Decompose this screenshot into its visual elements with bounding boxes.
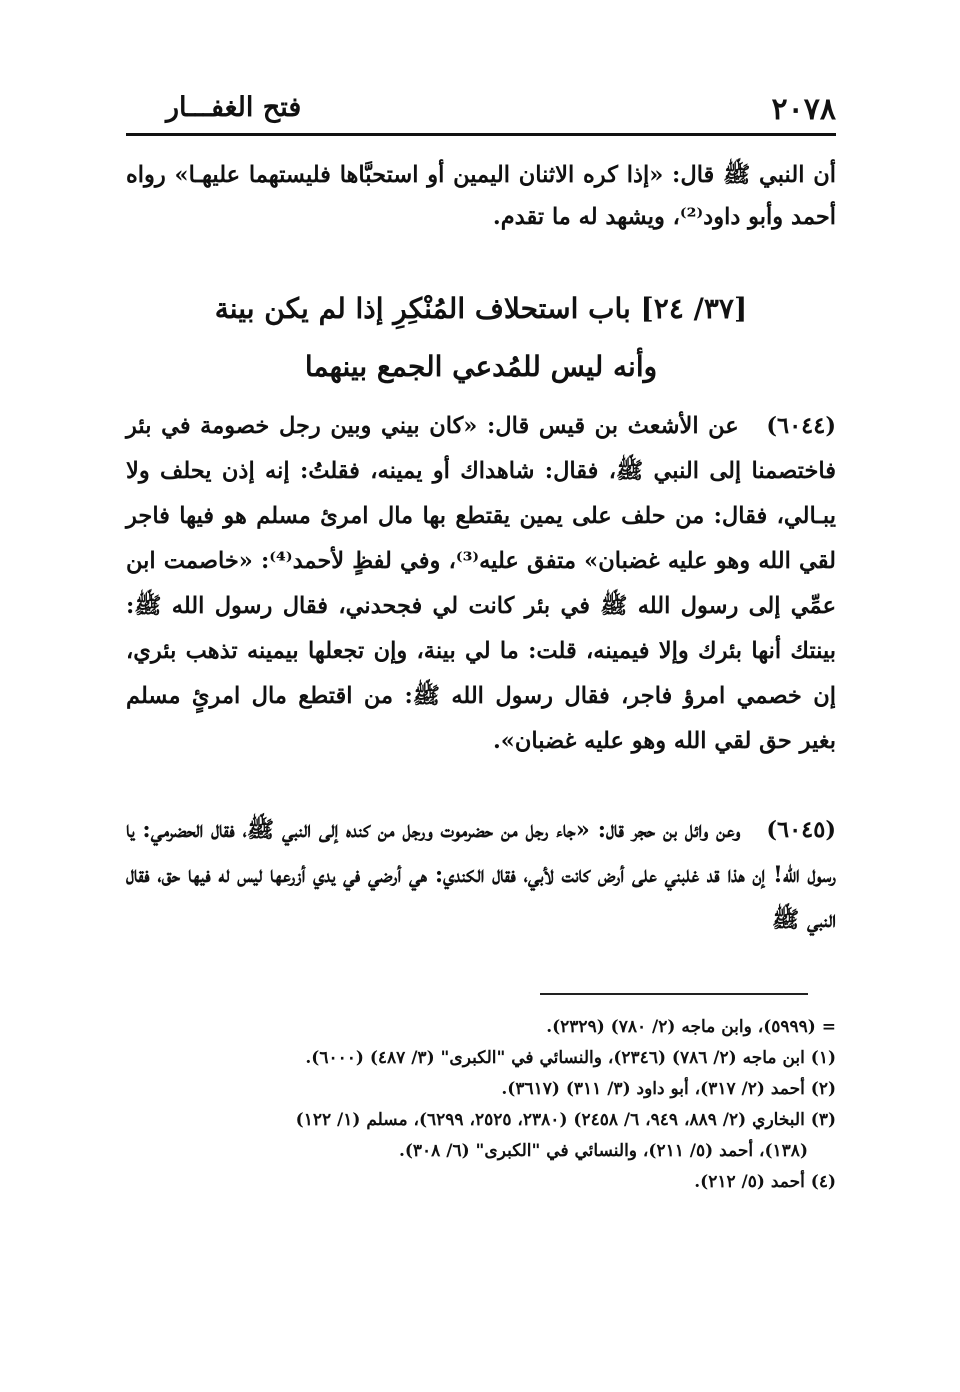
hadith-6045 [126,808,836,943]
footnote-3-continued: (١٣٨)، أحمد (٥/ ٢١١)، والنسائي في "الكبرى" (٦/ ٣٠٨). [398,1141,808,1161]
chapter-heading-line-1: [٣٧/ ٢٤] باب استحلاف المُنْكِرِ إذا لم يكن بينة [214,292,748,325]
footnote-2: (٢) أحمد (٢/ ٣١٧)، أبو داود (٣/ ٣١١) (٣٦١٧). [501,1079,836,1099]
footnote-4: (٤) أحمد (٥/ ٢١٢). [694,1172,836,1192]
intro-paragraph: أن النبي ﷺ قال: «إذا كره الاثنان اليمين أو استحبَّاها فليستهما عليهـا» رواه أحمد وأبو داود⁽²⁾، ويشهد له ما تقدم. [126,162,836,230]
hadith-text: عن الأشعث بن قيس قال: «كان بيني وبين رجل خصومة في بئر فاختصمنا إلى النبي ﷺ، فقال: شاهداك أو يمينه، فقلتُ: إنه إذن يحلف ولا يبـالي، فقال: من حلف على يمين يقتطع بها مال امرئ مسلم هو فيها فاجر لقي الله وهو عليه غضبان» متفق عليه⁽³⁾، وفي لفظٍ لأحمد⁽⁴⁾: «خاصمت ابن عمِّي إلى رسول الله ﷺ في بئر كانت لي فجحدني، فقال رسول الله ﷺ: بينتك أنها بئرك وإلا فيمينه، قلت: ما لي بينة، وإن تجعلها بيمينه تذهب بئري، إن خصمي امرؤ فاجر، فقال رسول الله ﷺ: من اقتطع مال امرئٍ مسلم بغير حق لقي الله وهو عليه غضبان». [126,413,836,754]
page-number: ٢٠٧٨ [771,92,836,127]
chapter-heading [126,280,836,396]
footnote-continuation: = (٥٩٩٩)، وابن ماجه (٢/ ٧٨٠) (٢٣٢٩). [546,1017,836,1037]
footnote-divider [540,993,808,995]
footnotes [126,1012,836,1198]
chapter-heading-line-2: وأنه ليس للمُدعي الجمع بينهما [304,350,658,383]
hadith-text: وعن وائل بن حجر قال: «جاء رجل من حضرموت ورجل من كنده إلى النبي ﷺ، فقال الحضرمي: يا رسول الله! إن هذا قد غلبني على أرض كانت لأبي، فقال الكندي: هي أرضي في يدي أزرعها ليس له فيها حق، فقال النبي ﷺ [126,817,836,933]
footnote-1: (١) ابن ماجه (٢/ ٧٨٦) (٢٣٤٦)، والنسائي في "الكبرى" (٣/ ٤٨٧) (٦٠٠٠). [305,1048,836,1068]
hadith-6044 [126,404,836,764]
header-rule [126,133,836,136]
running-title: فتح الغفـــار [166,92,302,123]
hadith-number: (٦٠٤٤) [766,413,836,439]
page-header [126,92,836,132]
footnote-3: (٣) البخاري (٢/ ٨٨٩، ٩٤٩، ٦/ ٢٤٥٨) (٢٣٨٠، ٢٥٢٥، ٦٢٩٩)، مسلم (١/ ١٢٢) [295,1110,836,1130]
hadith-number: (٦٠٤٥) [766,817,836,843]
